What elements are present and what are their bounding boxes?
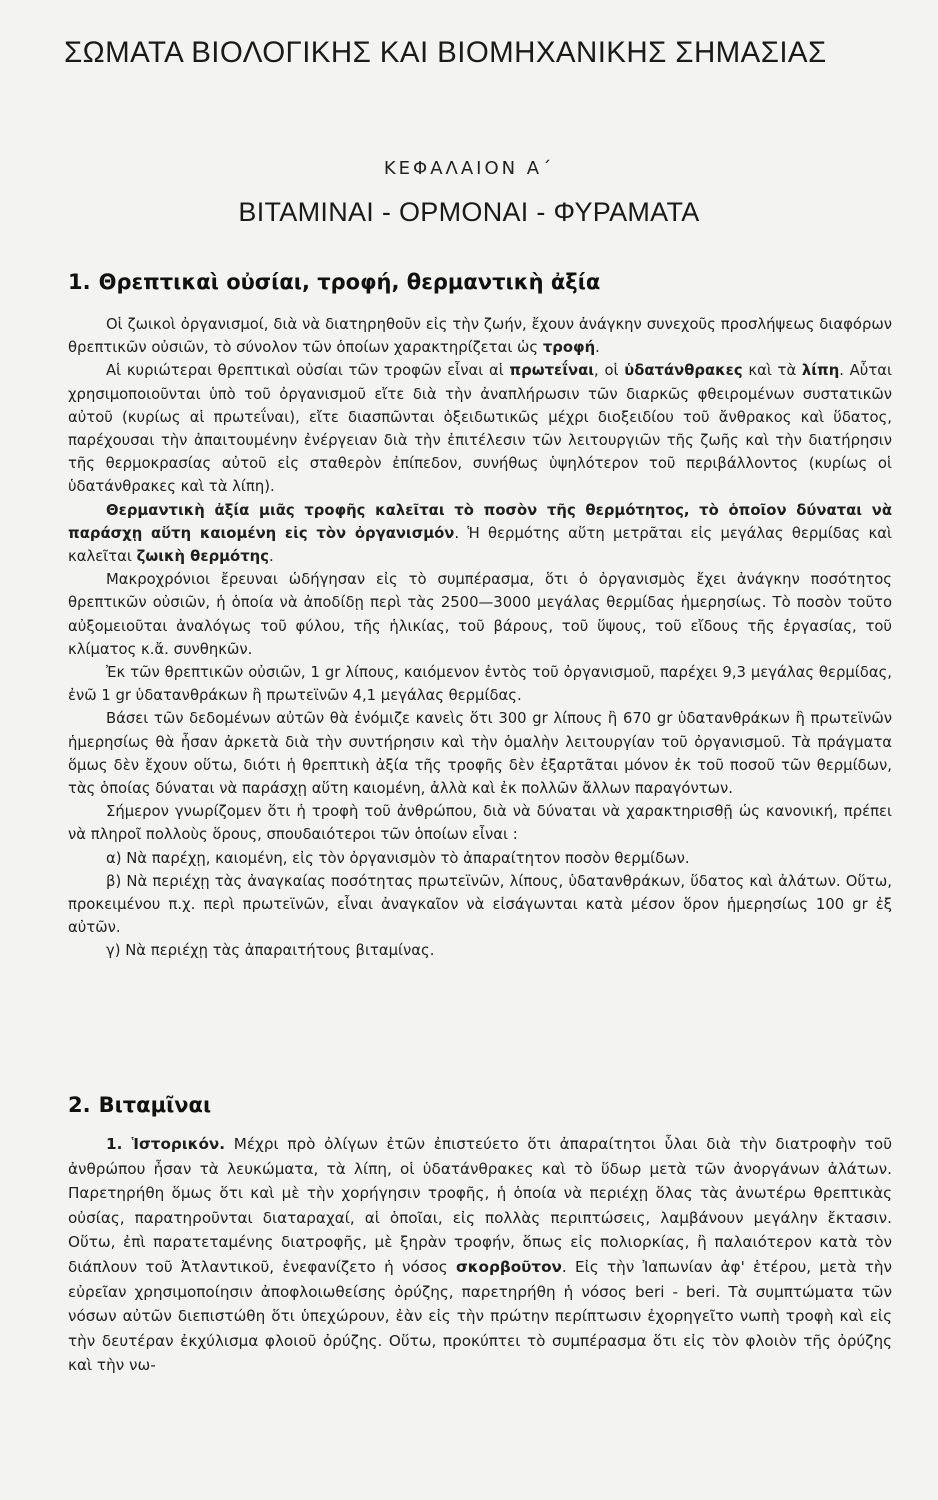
section-1-body xyxy=(68,313,892,963)
text-run: καὶ τὰ xyxy=(742,362,802,380)
list-item: α) Νὰ παρέχῃ, καιομένη, εἰς τὸν ὀργανισμὸν τὸ ἀπαραίτητον ποσὸν θερμίδων. xyxy=(106,849,690,867)
text-run: Αἱ κυριώτεραι θρεπτικαὶ οὐσίαι τῶν τροφῶν εἶναι αἱ xyxy=(106,362,510,380)
list-item: γ) Νὰ περιέχῃ τὰς ἀπαραιτήτους βιταμίνας. xyxy=(106,942,435,960)
subheading-istorikon: 1. Ἱστορικόν. xyxy=(106,1135,226,1153)
text-run: Μέχρι πρὸ ὀλίγων ἐτῶν ἐπιστεύετο ὅτι ἀπαραίτητοι ὗλαι διὰ τὴν διατροφὴν τοῦ ἀνθρώπου ἦσαν τὰ λευκώματα, τὰ λίπη, οἱ ὑδατάνθρακες καὶ τὸ ὕδωρ μετὰ τῶν ἀνοργάνων ἀλάτων. Παρετηρήθη ὅμως ὅτι καὶ μὲ τὴν χορήγησιν τροφῆς, ἡ ὁποία νὰ περιέχῃ ὅλας τὰς ἀνωτέρω θρεπτικὰς οὐσίας, παρατηροῦνται διαταραχαί, αἱ ὁποῖαι, εἰς πολλὰς περιπτώσεις, λαμβάνουν μεγάλην ἔκτασιν. Οὕτω, ἐπὶ παρατεταμένης διατροφῆς, μὲ ξηρὰν τροφήν, ὅπως εἰς πολιορκίας, ἢ παλαιότερον κατὰ τὸν διάπλουν τοῦ Ἀτλαντικοῦ, ἐνεφανίζετο ἡ νόσος xyxy=(68,1135,892,1276)
term-skorvouton: σκορβοῦτον xyxy=(455,1257,562,1276)
text-run: . Εἰς τὴν Ἰαπωνίαν ἀφ' ἑτέρου, μετὰ τὴν εὐρεῖαν χρησιμοποίησιν ἀποφλοιωθείσης ὀρύζης, παρετηρήθη ἡ νόσος beri - beri. Τὰ συμπτώματα τῶν νόσων αὐτῶν διεπιστώθη ὅτι ὑπεχώρουν, ἐὰν εἰς τὴν πρώτην περίπτωσιν ἐχορηγεῖτο νωπὴ τροφὴ καὶ εἰς τὴν δευτέραν ἐκχύλισμα φλοιοῦ ὀρύζης. Οὕτω, προκύπτει τὸ συμπέρασμα ὅτι εἰς τὸν φλοιὸν τῆς ὀρύζης καὶ τὴν νω- xyxy=(68,1257,892,1375)
paragraph xyxy=(68,1132,892,1378)
paragraph xyxy=(68,359,892,498)
term-lipi: λίπη xyxy=(801,362,840,380)
section-2-heading xyxy=(68,1093,211,1117)
paragraph: Ἐκ τῶν θρεπτικῶν οὐσιῶν, 1 gr λίπους, καιόμενον ἐντὸς τοῦ ὀργανισμοῦ, παρέχει 9,3 μεγάλας θερμίδας, ἐνῶ 1 gr ὑδατανθράκων ἢ πρωτεϊνῶν 4,1 μεγάλας θερμίδας. xyxy=(68,664,892,705)
text-run: . Αὗται χρησιμοποιοῦνται ὑπὸ τοῦ ὀργανισμοῦ εἴτε διὰ τὴν ἀναπλήρωσιν τῶν διαρκῶς φθειρομένων συστατικῶν αὐτοῦ (κυρίως αἱ πρωτεΐναι), εἴτε διασπῶνται ὀξειδωτικῶς μέχρι διοξειδίου τοῦ ἄνθρακος καὶ ὕδατος, παρέχουσαι τὴν ἀπαιτουμένην ἐνέργειαν διὰ τὴν ἐπιτέλεσιν τῶν λειτουργιῶν τῆς ζωῆς καὶ τὴν διατήρησιν τῆς θερμοκρασίας αὐτοῦ εἰς σταθερὸν ἐπίπεδον, συνήθως ὑψηλότερον τοῦ περιβάλλοντος (κυρίως οἱ ὑδατάνθρακες καὶ τὰ λίπη). xyxy=(68,362,893,496)
term-ydatanthrakes: ὑδατάνθρακες xyxy=(624,362,743,380)
paragraph xyxy=(68,499,892,569)
section-number: 2. xyxy=(68,1093,91,1117)
section-number: 1. xyxy=(68,270,91,294)
running-head: ΣΩΜΑΤΑ ΒΙΟΛΟΓΙΚΗΣ ΚΑΙ ΒΙΟΜΗΧΑΝΙΚΗΣ ΣΗΜΑΣΙΑΣ xyxy=(64,36,827,69)
list-item: β) Νὰ περιέχῃ τὰς ἀναγκαίας ποσότητας πρωτεϊνῶν, λίπους, ὑδατανθράκων, ὕδατος καὶ ἀλάτων. Οὕτω, προκειμένου π.χ. περὶ πρωτεϊνῶν, εἶναι ἀναγκαῖον νὰ εἰσάγωνται κατὰ μέσον ὅρον ἡμερησίως 100 gr ἐξ αὐτῶν. xyxy=(68,872,892,937)
text-run: . xyxy=(595,339,600,357)
text-run: . Ἡ θερμότης αὕτη μετρᾶται εἰς μεγάλας θερμίδας καὶ καλεῖται xyxy=(68,524,892,566)
section-title: Βιταμῖναι xyxy=(98,1093,212,1117)
term-trofi: τροφή xyxy=(542,339,596,357)
section-title: Θρεπτικαὶ οὐσίαι, τροφή, θερμαντικὴ ἀξία xyxy=(98,270,601,294)
term-proteinai: πρωτεΐναι xyxy=(509,362,595,380)
section-2-body xyxy=(68,1132,892,1378)
text-run: . xyxy=(268,548,274,566)
paragraph: Μακροχρόνιοι ἔρευναι ὡδήγησαν εἰς τὸ συμπέρασμα, ὅτι ὁ ὀργανισμὸς ἔχει ἀνάγκην ποσότητος θρεπτικῶν οὐσιῶν, ἡ ὁποία νὰ ἀποδίδῃ περὶ τὰς 2500—3000 μεγάλας θερμίδας ἡμερησίως. Τὸ ποσὸν τοῦτο αὐξομειοῦται ἀναλόγως τοῦ φύλου, τῆς ἡλικίας, τοῦ βάρους, τοῦ ὕψους, τοῦ εἴδους τῆς ἐργασίας, τοῦ κλίματος κ.ἄ. συνθηκῶν. xyxy=(68,571,892,658)
chapter-label: ΚΕΦΑΛΑΙΟΝ Α΄ xyxy=(383,158,555,179)
paragraph: Σήμερον γνωρίζομεν ὅτι ἡ τροφὴ τοῦ ἀνθρώπου, διὰ νὰ δύναται νὰ χαρακτηρισθῇ ὡς κανονική, πρέπει νὰ πληροῖ πολλοὺς ὅρους, σπουδαιότεροι τῶν ὁποίων εἶναι : xyxy=(68,803,892,844)
definition-bold: Θερμαντικὴ ἀξία μιᾶς τροφῆς καλεῖται τὸ ποσὸν τῆς θερμότητος, τὸ ὁποῖον δύναται νὰ παράσχῃ αὕτη καιομένη εἰς τὸν ὀργανισμόν xyxy=(68,501,892,542)
paragraph: Βάσει τῶν δεδομένων αὐτῶν θὰ ἐνόμιζε κανεὶς ὅτι 300 gr λίπους ἢ 670 gr ὑδατανθράκων ἢ πρωτεϊνῶν ἡμερησίως θὰ ἦσαν ἀρκετὰ διὰ τὴν συντήρησιν καὶ τὴν ὁμαλὴν λειτουργίαν τοῦ ὀργανισμοῦ. Τὰ πράγματα ὅμως δὲν ἔχουν οὕτω, διότι ἡ θρεπτικὴ ἀξία τῆς τροφῆς δὲν ἐξαρτᾶται μόνον ἐκ τοῦ ποσοῦ τῶν θερμίδων, τὰς ὁποίας δύναται νὰ παράσχῃ αὕτη καιομένη, ἀλλὰ καὶ ἐκ πολλῶν ἄλλων παραγόντων. xyxy=(68,710,892,798)
text-run: , οἱ xyxy=(594,362,625,380)
term-zoiki-thermotis: ζωικὴ θερμότης xyxy=(136,548,269,566)
chapter-title: ΒΙΤΑΜΙΝΑΙ - ΟΡΜΟΝΑΙ - ΦΥΡΑΜΑΤΑ xyxy=(238,197,700,227)
paragraph xyxy=(68,313,892,359)
section-1-heading xyxy=(68,270,600,294)
text-run: Οἱ ζωικοὶ ὀργανισμοί, διὰ νὰ διατηρηθοῦν εἰς τὴν ζωήν, ἔχουν ἀνάγκην συνεχοῦς προσλήψεως διαφόρων θρεπτικῶν οὐσιῶν, τὸ σύνολον τῶν ὁποίων χαρακτηρίζεται ὡς xyxy=(68,316,892,357)
